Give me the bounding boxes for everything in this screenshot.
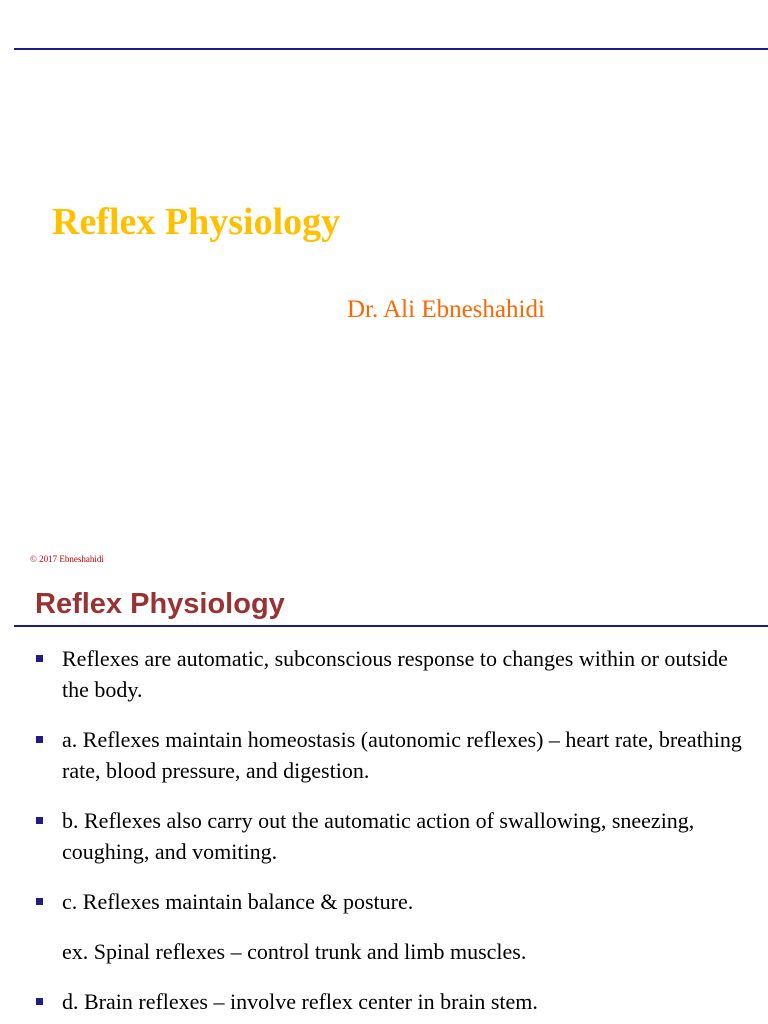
copyright-notice: © 2017 Ebneshahidi: [30, 554, 104, 564]
list-item-text: d. Brain reflexes – involve reflex center in brain stem.: [62, 989, 538, 1014]
list-item: [62, 724, 752, 786]
list-item-text: Reflexes are automatic, subconscious response to changes within or outside the body.: [62, 646, 728, 702]
list-item-text: b. Reflexes also carry out the automatic action of swallowing, sneezing, coughing, and vomiting.: [62, 808, 695, 864]
list-item-text: c. Reflexes maintain balance & posture.: [62, 889, 414, 914]
list-item-text: a. Reflexes maintain homeostasis (autonomic reflexes) – heart rate, breathing rate, blood pressure, and digestion.: [62, 727, 742, 783]
author-name: Dr. Ali Ebneshahidi: [347, 296, 545, 323]
square-bullet-icon: [36, 817, 43, 824]
slide-title-heading: Reflex Physiology: [52, 201, 341, 243]
list-item: [62, 643, 752, 705]
slide-content: [0, 575, 768, 1024]
square-bullet-icon: [36, 736, 43, 743]
square-bullet-icon: [36, 655, 43, 662]
list-item: [62, 886, 752, 917]
list-item: [62, 986, 752, 1017]
content-slide-heading: Reflex Physiology: [35, 588, 285, 620]
list-item-sub: [62, 936, 752, 967]
list-item: [62, 805, 752, 867]
list-item-text: ex. Spinal reflexes – control trunk and limb muscles.: [62, 939, 527, 964]
bullet-list: [0, 575, 768, 1024]
top-rule: [14, 48, 768, 50]
square-bullet-icon: [36, 898, 43, 905]
square-bullet-icon: [36, 998, 43, 1005]
